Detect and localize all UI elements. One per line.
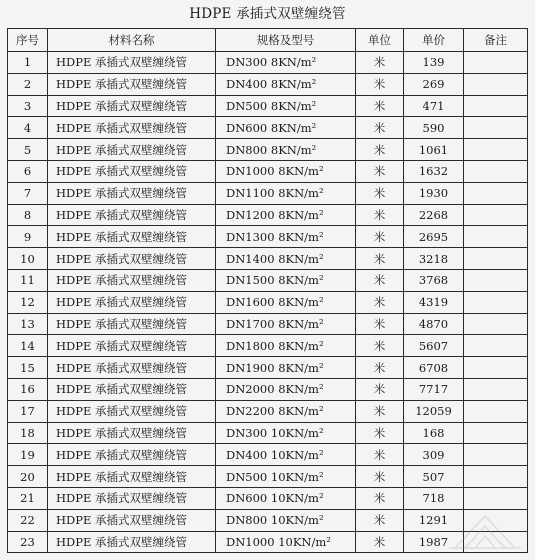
cell-unit: 米 — [356, 248, 404, 270]
table-row — [8, 73, 528, 95]
cell-name: HDPE 承插式双壁缠绕管 — [48, 248, 216, 270]
cell-spec: DN1200 8KN/m² — [216, 204, 356, 226]
cell-price: 168 — [404, 422, 464, 444]
table-row — [8, 248, 528, 270]
cell-unit: 米 — [356, 466, 404, 488]
cell-price: 2695 — [404, 226, 464, 248]
cell-price: 4319 — [404, 291, 464, 313]
cell-price: 471 — [404, 95, 464, 117]
cell-spec: DN300 10KN/m² — [216, 422, 356, 444]
cell-no: 1 — [8, 52, 48, 74]
cell-note — [464, 357, 528, 379]
cell-name: HDPE 承插式双壁缠绕管 — [48, 139, 216, 161]
cell-note — [464, 226, 528, 248]
cell-unit: 米 — [356, 313, 404, 335]
table-row — [8, 335, 528, 357]
cell-name: HDPE 承插式双壁缠绕管 — [48, 182, 216, 204]
table-row — [8, 357, 528, 379]
cell-name: HDPE 承插式双壁缠绕管 — [48, 466, 216, 488]
cell-no: 9 — [8, 226, 48, 248]
cell-spec: DN1000 10KN/m² — [216, 531, 356, 553]
cell-no: 19 — [8, 444, 48, 466]
cell-spec: DN500 8KN/m² — [216, 95, 356, 117]
cell-name: HDPE 承插式双壁缠绕管 — [48, 313, 216, 335]
cell-no: 22 — [8, 509, 48, 531]
cell-note — [464, 95, 528, 117]
cell-no: 21 — [8, 487, 48, 509]
cell-spec: DN1900 8KN/m² — [216, 357, 356, 379]
cell-unit: 米 — [356, 182, 404, 204]
table-row — [8, 487, 528, 509]
cell-name: HDPE 承插式双壁缠绕管 — [48, 291, 216, 313]
cell-price: 1987 — [404, 531, 464, 553]
cell-no: 16 — [8, 378, 48, 400]
cell-no: 7 — [8, 182, 48, 204]
cell-price: 1061 — [404, 139, 464, 161]
header-no: 序号 — [8, 29, 48, 52]
table-row — [8, 444, 528, 466]
cell-name: HDPE 承插式双壁缠绕管 — [48, 269, 216, 291]
cell-spec: DN400 8KN/m² — [216, 73, 356, 95]
cell-spec: DN1500 8KN/m² — [216, 269, 356, 291]
cell-unit: 米 — [356, 531, 404, 553]
header-name: 材料名称 — [48, 29, 216, 52]
cell-unit: 米 — [356, 204, 404, 226]
table-row — [8, 139, 528, 161]
cell-note — [464, 204, 528, 226]
cell-spec: DN300 8KN/m² — [216, 52, 356, 74]
cell-note — [464, 269, 528, 291]
cell-unit: 米 — [356, 95, 404, 117]
cell-note — [464, 73, 528, 95]
cell-unit: 米 — [356, 139, 404, 161]
cell-unit: 米 — [356, 52, 404, 74]
cell-name: HDPE 承插式双壁缠绕管 — [48, 73, 216, 95]
cell-no: 6 — [8, 160, 48, 182]
cell-unit: 米 — [356, 487, 404, 509]
cell-price: 4870 — [404, 313, 464, 335]
cell-no: 4 — [8, 117, 48, 139]
cell-spec: DN800 10KN/m² — [216, 509, 356, 531]
cell-name: HDPE 承插式双壁缠绕管 — [48, 509, 216, 531]
cell-no: 13 — [8, 313, 48, 335]
cell-unit: 米 — [356, 226, 404, 248]
cell-no: 12 — [8, 291, 48, 313]
cell-unit: 米 — [356, 160, 404, 182]
cell-spec: DN1600 8KN/m² — [216, 291, 356, 313]
cell-price: 1930 — [404, 182, 464, 204]
price-table — [7, 28, 528, 553]
cell-note — [464, 378, 528, 400]
cell-note — [464, 182, 528, 204]
cell-price: 5607 — [404, 335, 464, 357]
cell-no: 10 — [8, 248, 48, 270]
building-logo-icon — [445, 508, 525, 552]
cell-no: 2 — [8, 73, 48, 95]
cell-note — [464, 291, 528, 313]
cell-price: 590 — [404, 117, 464, 139]
cell-price: 3768 — [404, 269, 464, 291]
cell-note — [464, 248, 528, 270]
cell-price: 507 — [404, 466, 464, 488]
cell-note — [464, 400, 528, 422]
header-spec: 规格及型号 — [216, 29, 356, 52]
cell-price: 1632 — [404, 160, 464, 182]
cell-spec: DN2200 8KN/m² — [216, 400, 356, 422]
cell-no: 11 — [8, 269, 48, 291]
cell-name: HDPE 承插式双壁缠绕管 — [48, 226, 216, 248]
cell-note — [464, 444, 528, 466]
header-price: 单价 — [404, 29, 464, 52]
cell-unit: 米 — [356, 335, 404, 357]
cell-name: HDPE 承插式双壁缠绕管 — [48, 487, 216, 509]
cell-no: 5 — [8, 139, 48, 161]
header-note: 备注 — [464, 29, 528, 52]
cell-no: 18 — [8, 422, 48, 444]
header-row — [8, 29, 528, 52]
table-row — [8, 117, 528, 139]
cell-unit: 米 — [356, 509, 404, 531]
table-title: HDPE 承插式双壁缠绕管 — [189, 6, 346, 22]
cell-no: 14 — [8, 335, 48, 357]
cell-spec: DN1700 8KN/m² — [216, 313, 356, 335]
cell-name: HDPE 承插式双壁缠绕管 — [48, 357, 216, 379]
cell-price: 1291 — [404, 509, 464, 531]
cell-no: 15 — [8, 357, 48, 379]
cell-unit: 米 — [356, 73, 404, 95]
cell-no: 17 — [8, 400, 48, 422]
table-row — [8, 95, 528, 117]
cell-price: 2268 — [404, 204, 464, 226]
cell-note — [464, 160, 528, 182]
cell-unit: 米 — [356, 400, 404, 422]
table-row — [8, 313, 528, 335]
cell-unit: 米 — [356, 422, 404, 444]
cell-spec: DN1400 8KN/m² — [216, 248, 356, 270]
cell-note — [464, 422, 528, 444]
table-row — [8, 182, 528, 204]
cell-price: 718 — [404, 487, 464, 509]
table-row — [8, 400, 528, 422]
cell-price: 7717 — [404, 378, 464, 400]
cell-spec: DN800 8KN/m² — [216, 139, 356, 161]
cell-name: HDPE 承插式双壁缠绕管 — [48, 117, 216, 139]
cell-name: HDPE 承插式双壁缠绕管 — [48, 400, 216, 422]
cell-name: HDPE 承插式双壁缠绕管 — [48, 531, 216, 553]
table-row — [8, 422, 528, 444]
cell-note — [464, 466, 528, 488]
header-unit: 单位 — [356, 29, 404, 52]
cell-note — [464, 52, 528, 74]
cell-spec: DN600 8KN/m² — [216, 117, 356, 139]
cell-spec: DN1300 8KN/m² — [216, 226, 356, 248]
cell-spec: DN600 10KN/m² — [216, 487, 356, 509]
cell-spec: DN1100 8KN/m² — [216, 182, 356, 204]
cell-note — [464, 335, 528, 357]
cell-spec: DN2000 8KN/m² — [216, 378, 356, 400]
cell-spec: DN1000 8KN/m² — [216, 160, 356, 182]
cell-no: 20 — [8, 466, 48, 488]
cell-price: 269 — [404, 73, 464, 95]
cell-price: 12059 — [404, 400, 464, 422]
cell-price: 139 — [404, 52, 464, 74]
table-row — [8, 160, 528, 182]
cell-name: HDPE 承插式双壁缠绕管 — [48, 444, 216, 466]
cell-note — [464, 117, 528, 139]
cell-spec: DN500 10KN/m² — [216, 466, 356, 488]
cell-spec: DN400 10KN/m² — [216, 444, 356, 466]
table-row — [8, 378, 528, 400]
cell-no: 3 — [8, 95, 48, 117]
table-row — [8, 269, 528, 291]
cell-note — [464, 487, 528, 509]
cell-price: 309 — [404, 444, 464, 466]
cell-unit: 米 — [356, 378, 404, 400]
cell-name: HDPE 承插式双壁缠绕管 — [48, 335, 216, 357]
cell-unit: 米 — [356, 444, 404, 466]
cell-no: 23 — [8, 531, 48, 553]
cell-note — [464, 313, 528, 335]
cell-name: HDPE 承插式双壁缠绕管 — [48, 378, 216, 400]
table-row — [8, 466, 528, 488]
cell-unit: 米 — [356, 117, 404, 139]
cell-price: 6708 — [404, 357, 464, 379]
cell-price: 3218 — [404, 248, 464, 270]
cell-name: HDPE 承插式双壁缠绕管 — [48, 95, 216, 117]
table-row — [8, 52, 528, 74]
cell-name: HDPE 承插式双壁缠绕管 — [48, 204, 216, 226]
table-row — [8, 204, 528, 226]
cell-unit: 米 — [356, 357, 404, 379]
cell-spec: DN1800 8KN/m² — [216, 335, 356, 357]
cell-name: HDPE 承插式双壁缠绕管 — [48, 52, 216, 74]
cell-name: HDPE 承插式双壁缠绕管 — [48, 160, 216, 182]
cell-unit: 米 — [356, 291, 404, 313]
cell-no: 8 — [8, 204, 48, 226]
cell-unit: 米 — [356, 269, 404, 291]
table-row — [8, 291, 528, 313]
cell-name: HDPE 承插式双壁缠绕管 — [48, 422, 216, 444]
cell-note — [464, 139, 528, 161]
table-row — [8, 226, 528, 248]
